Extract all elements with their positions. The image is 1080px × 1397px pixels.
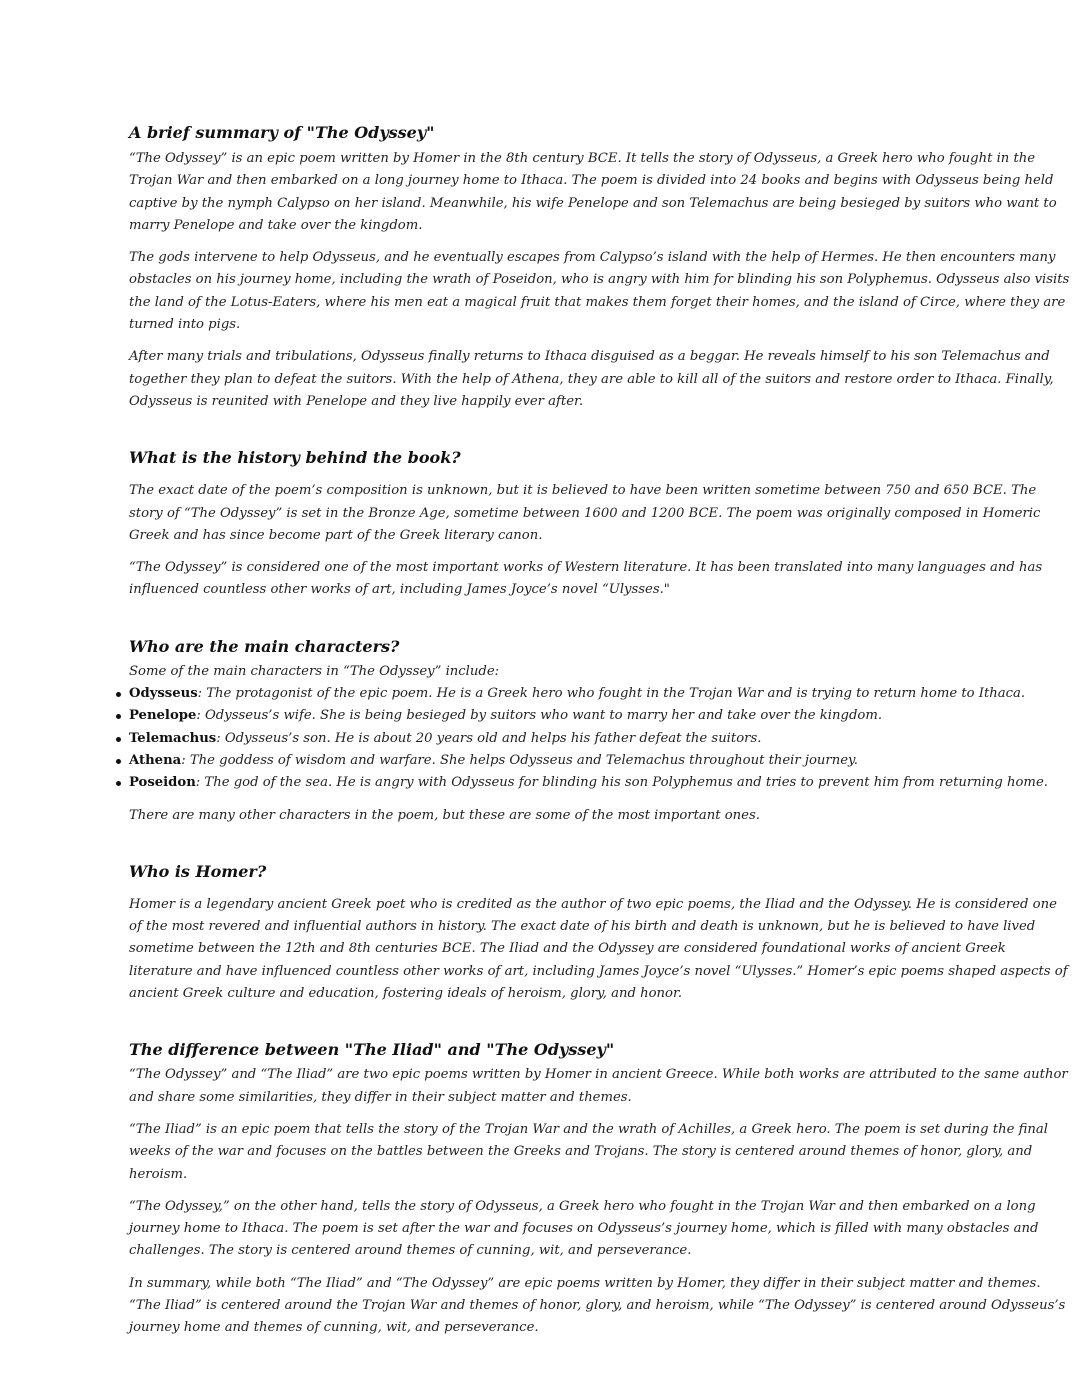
paragraph: “The Iliad” is an epic poem that tells the story of the Trojan War and the wrath of Achilles, a Greek hero. The poem is set during the final weeks of the war and focuses on the battles between the Greeks and Trojans. The story is centered around themes of honor, glory, and heroism. bbox=[129, 1121, 1048, 1182]
section-heading: Who is Homer? bbox=[129, 861, 267, 881]
section-heading: A brief summary of "The Odyssey" bbox=[129, 123, 435, 142]
paragraph: In summary, while both “The Iliad” and “The Odyssey” are epic poems written by Homer, they differ in their subject matter and themes. “The Iliad” is centered around the Trojan War and themes of honor, glory, and heroism, while “The Odyssey” is centered around Odysseus’s journey home and themes of cunning, wit, and perseverance. bbox=[129, 1275, 1066, 1336]
character-name: Telemachus bbox=[129, 730, 217, 746]
paragraph: Homer is a legendary ancient Greek poet who is credited as the author of two epic poems, the Iliad and the Odyssey. He is considered one of the most revered and influential authors in history. The exact date of his birth and death is unknown, but he is believed to have lived sometime between the 12th and 8th centuries BCE. The Iliad and the Odyssey are considered foundational works of ancient Greek literature and have influenced countless other works of art, including James Joyce’s novel “Ulysses.” Homer’s epic poems shaped aspects of ancient Greek culture and education, fostering ideals of heroism, glory, and honor. bbox=[129, 896, 1068, 1002]
character-list bbox=[129, 683, 1071, 794]
character-description: : Odysseus’s wife. She is being besieged by suitors who want to marry her and take over the kingdom. bbox=[196, 708, 883, 724]
document-page bbox=[129, 122, 1071, 1350]
list-item bbox=[129, 772, 1071, 794]
list-item bbox=[129, 728, 1071, 750]
section-heading: What is the history behind the book? bbox=[129, 448, 461, 468]
list-item bbox=[129, 750, 1071, 772]
character-description: : Odysseus’s son. He is about 20 years old and helps his father defeat the suitors. bbox=[216, 730, 762, 746]
paragraph: “The Odyssey” and “The Iliad” are two epic poems written by Homer in ancient Greece. While both works are attributed to the same author and share some similarities, they differ in their subject matter and themes. bbox=[129, 1067, 1068, 1105]
character-description: : The protagonist of the epic poem. He is a Greek hero who fought in the Trojan War and is trying to return home to Ithaca. bbox=[197, 686, 1026, 702]
section-homer bbox=[129, 861, 1071, 1005]
list-item bbox=[129, 705, 1071, 727]
paragraph: “The Odyssey,” on the other hand, tells the story of Odysseus, a Greek hero who fought in the Trojan War and then embarked on a long journey home to Ithaca. The poem is set after the war and focuses on Odysseus’s journey home, which is filled with many obstacles and challenges. The story is centered around themes of cunning, wit, and perseverance. bbox=[129, 1198, 1039, 1259]
paragraph: The gods intervene to help Odysseus, and he eventually escapes from Calypso’s island with the help of Hermes. He then encounters many obstacles on his journey home, including the wrath of Poseidon, who is angry with him for blinding his son Polyphemus. Odysseus also visits the land of the Lotus-Eaters, where his men eat a magical fruit that makes them forget their homes, and the island of Circe, where they are turned into pigs. bbox=[129, 250, 1070, 333]
character-name: Odysseus bbox=[129, 686, 198, 702]
section-difference bbox=[129, 1039, 1071, 1339]
character-description: : The goddess of wisdom and warfare. She helps Odysseus and Telemachus throughout their journey. bbox=[181, 752, 858, 768]
character-name: Poseidon bbox=[129, 775, 196, 791]
paragraph: “The Odyssey” is an epic poem written by Homer in the 8th century BCE. It tells the story of Odysseus, a Greek hero who fought in the Trojan War and then embarked on a long journey home to Ithaca. The poem is divided into 24 books and begins with Odysseus being held captive by the nymph Calypso on her island. Meanwhile, his wife Penelope and son Telemachus are being besieged by suitors who want to marry Penelope and take over the kingdom. bbox=[129, 151, 1057, 233]
character-name: Athena bbox=[129, 752, 182, 768]
section-history bbox=[129, 447, 1071, 601]
paragraph: There are many other characters in the poem, but these are some of the most important ones. bbox=[129, 807, 760, 823]
paragraph: Some of the main characters in “The Odyssey” include: bbox=[129, 663, 500, 679]
paragraph: The exact date of the poem’s composition is unknown, but it is believed to have been written sometime between 750 and 650 BCE. The story of “The Odyssey” is set in the Bronze Age, sometime between 1600 and 1200 BCE. The poem was originally composed in Homeric Greek and has since become part of the Greek literary canon. bbox=[129, 483, 1041, 543]
paragraph: “The Odyssey” is considered one of the most important works of Western literature. It has been translated into many languages and has influenced countless other works of art, including James Joyce’s novel “Ulysses." bbox=[129, 560, 1043, 598]
section-heading: The difference between "The Iliad" and "The Odyssey" bbox=[129, 1040, 615, 1060]
section-summary bbox=[129, 122, 1071, 413]
list-item bbox=[129, 683, 1071, 705]
character-name: Penelope bbox=[129, 708, 197, 724]
section-heading: Who are the main characters? bbox=[129, 636, 400, 656]
paragraph: After many trials and tribulations, Odysseus finally returns to Ithaca disguised as a beggar. He reveals himself to his son Telemachus and together they plan to defeat the suitors. With the help of Athena, they are able to kill all of the suitors and restore order to Ithaca. Finally, Odysseus is reunited with Penelope and they live happily ever after. bbox=[129, 349, 1054, 409]
character-description: : The god of the sea. He is angry with Odysseus for blinding his son Polyphemus and tries to prevent him from returning home. bbox=[195, 775, 1048, 791]
section-characters bbox=[129, 636, 1071, 827]
